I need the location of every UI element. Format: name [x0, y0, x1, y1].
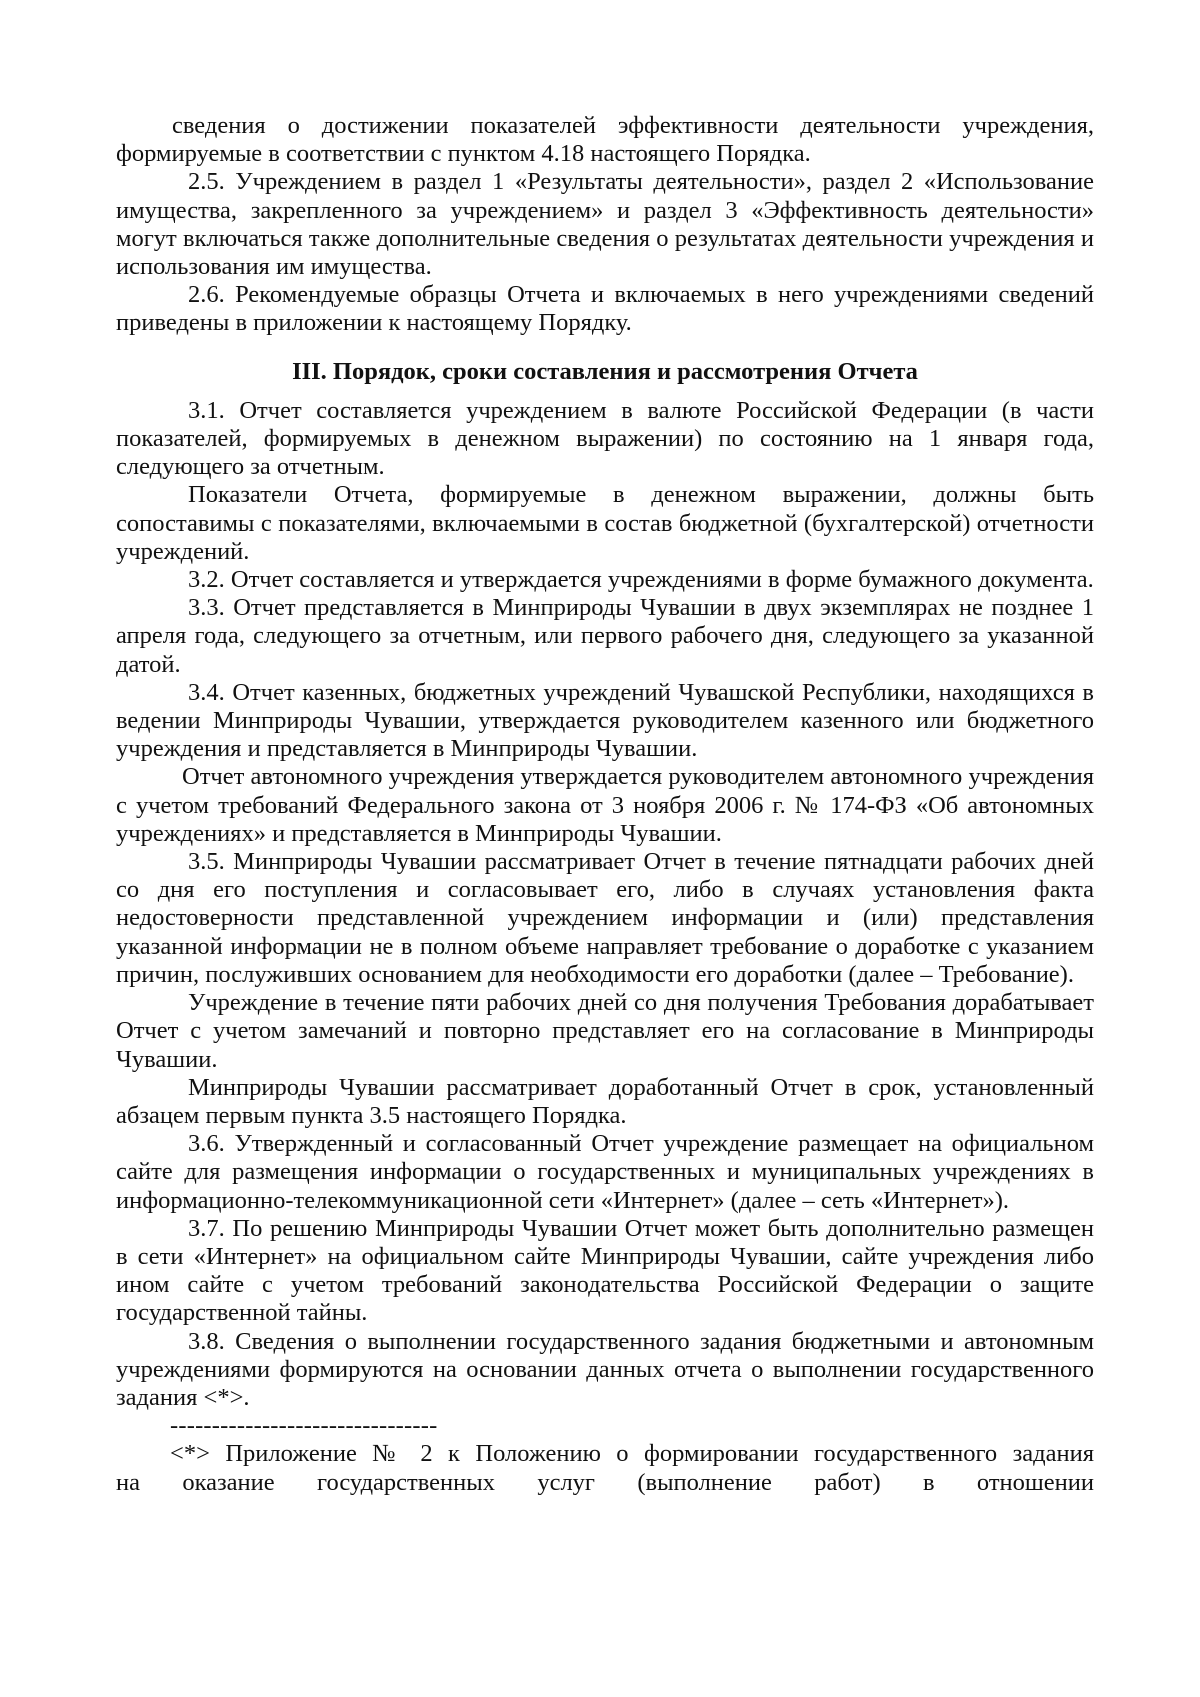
- paragraph-3-8: 3.8. Сведения о выполнении государственного задания бюджетными и автономным учреждениями формируются на основании данных отчета о выполнении государственного задания <*>.: [116, 1327, 1094, 1411]
- paragraph-3-5-third: Минприроды Чувашии рассматривает доработанный Отчет в срок, установленный абзацем первым пункта 3.5 настоящего Порядка.: [116, 1073, 1094, 1129]
- footnote-separator: --------------------------------: [170, 1412, 438, 1440]
- paragraph-3-1-second: Показатели Отчета, формируемые в денежном выражении, должны быть сопоставимы с показателями, включаемыми в состав бюджетной (бухгалтерской) отчетности учреждений.: [116, 481, 1094, 565]
- paragraph-2-6: 2.6. Рекомендуемые образцы Отчета и включаемых в него учреждениями сведений приведены в приложении к настоящему Порядку.: [116, 281, 1094, 337]
- section-3-heading: III. Порядок, сроки составления и рассмотрения Отчета: [292, 357, 918, 385]
- paragraph-2-5: 2.5. Учреждением в раздел 1 «Результаты деятельности», раздел 2 «Использование имущества, закрепленного за учреждением» и раздел 3 «Эффективность деятельности» могут включаться также дополнительные сведения о результатах деятельности учреждения и использования им имущества.: [116, 168, 1094, 281]
- paragraph-3-4-second: Отчет автономного учреждения утверждается руководителем автономного учреждения с учетом требований Федерального закона от 3 ноября 2006 г. № 174-ФЗ «Об автономных учреждениях» и представляется в Минприроды Чувашии.: [116, 763, 1094, 847]
- paragraph-3-5-second: Учреждение в течение пяти рабочих дней со дня получения Требования дорабатывает Отчет с учетом замечаний и повторно представляет его на согласование в Минприроды Чувашии.: [116, 989, 1094, 1073]
- paragraph-3-1: 3.1. Отчет составляется учреждением в валюте Российской Федерации (в части показателей, формируемых в денежном выражении) по состоянию на 1 января года, следующего за отчетным.: [116, 396, 1094, 481]
- paragraph-3-4: 3.4. Отчет казенных, бюджетных учреждений Чувашской Республики, находящихся в ведении Минприроды Чувашии, утверждается руководителем казенного или бюджетного учреждения и представляется в Минприроды Чувашии.: [116, 678, 1094, 763]
- footnote-line-1: <*> Приложение № 2 к Положению о формировании государственного задания: [170, 1440, 1094, 1468]
- paragraph-section2-continuation: сведения о достижении показателей эффективности деятельности учреждения, формируемые в соответствии с пунктом 4.18 настоящего Порядка.: [116, 112, 1094, 168]
- paragraph-3-7: 3.7. По решению Минприроды Чувашии Отчет может быть дополнительно размещен в сети «Интернет» на официальном сайте Минприроды Чувашии, сайте учреждения либо ином сайте с учетом требований законодательства Российской Федерации о защите государственной тайны.: [116, 1214, 1094, 1327]
- paragraph-3-5: 3.5. Минприроды Чувашии рассматривает Отчет в течение пятнадцати рабочих дней со дня его поступления и согласовывает его, либо в случаях установления факта недостоверности представленной учреждением информации и (или) представления указанной информации не в полном объеме направляет требование о доработке с указанием причин, послуживших основанием для необходимости его доработки (далее – Требование).: [116, 848, 1094, 988]
- document-page: [116, 112, 1094, 1497]
- paragraph-3-3: 3.3. Отчет представляется в Минприроды Чувашии в двух экземплярах не позднее 1 апреля года, следующего за отчетным, или первого рабочего дня, следующего за указанной датой.: [116, 594, 1094, 678]
- footnote-line-2: на оказание государственных услуг (выполнение работ) в отношении: [116, 1468, 1094, 1496]
- paragraph-3-2: 3.2. Отчет составляется и утверждается учреждениями в форме бумажного документа.: [188, 566, 1094, 594]
- paragraph-3-6: 3.6. Утвержденный и согласованный Отчет учреждение размещает на официальном сайте для размещения информации о государственных и муниципальных учреждениях в информационно-телекоммуникационной сети «Интернет» (далее – сеть «Интернет»).: [116, 1130, 1094, 1214]
